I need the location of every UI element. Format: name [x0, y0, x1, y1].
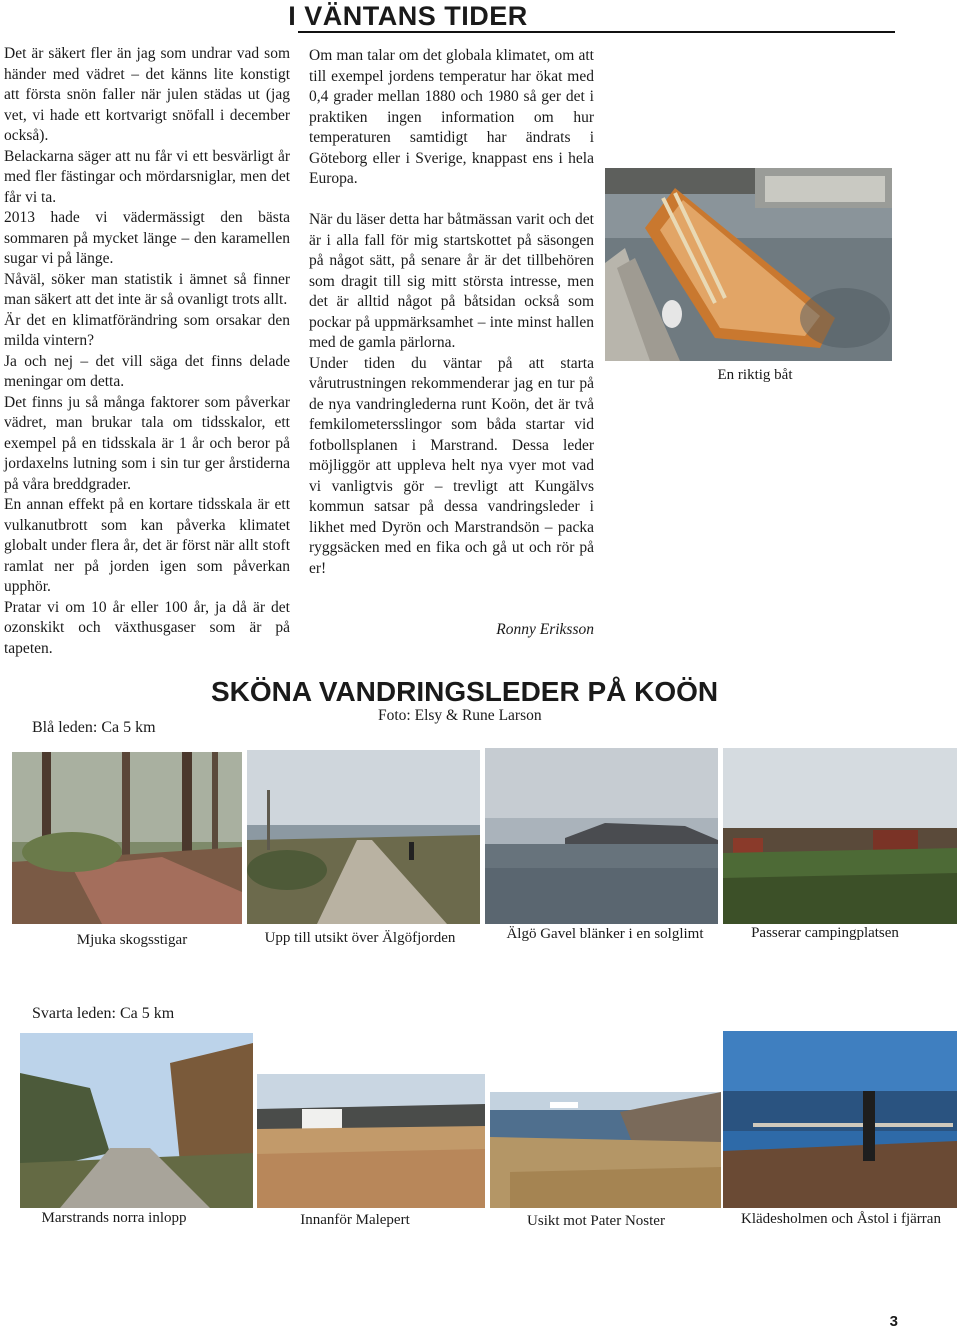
article-middle-column [309, 46, 594, 579]
black-trail-photo-3 [490, 1092, 721, 1208]
black-trail-caption-2: Innanför Malepert [300, 1212, 410, 1228]
paragraph: Ja och nej – det vill säga det finns delade meningar om detta. [4, 352, 290, 390]
title-rule [298, 31, 895, 33]
page-number: 3 [889, 1313, 898, 1330]
section-title: SKÖNA VANDRINGSLEDER PÅ KOÖN [211, 676, 719, 707]
boat-photo [605, 168, 892, 361]
black-trail-caption-4: Klädesholmen och Åstol i fjärran [741, 1211, 941, 1227]
paragraph: En annan effekt på en kortare tidsskala är ett vulkanutbrott som kan påverka klimatet globalt under flera år, det är först när allt stoft ramlat ner på jorden igen som påverkan upphör. [4, 496, 290, 595]
paragraph: Under tiden du väntar på att starta vårutrustningen rekommenderar jag en tur på de nya vandringlederna runt Koön, det är två femkilometersslingor som båda startar vid fotbollsplanen i Marstrand. Dessa leder möjliggör att uppleva helt nya vyer mot vad vi vanligtvis gör – trevligt att Kungälvs kommun satsar på dessa vandringsleder i likhet med Dyrön och Marstrandsön – packa ryggsäcken med en fika och gå ut och rör på er! [309, 354, 594, 577]
author-signature: Ronny Eriksson [496, 621, 594, 638]
blue-trail-caption-4: Passerar campingplatsen [751, 925, 899, 941]
blue-trail-photo-2 [247, 750, 480, 924]
blue-trail-caption-2: Upp till utsikt över Älgöfjorden [264, 930, 456, 946]
blue-trail-caption-3: Älgö Gavel blänker i en solglimt [506, 926, 704, 942]
paragraph: När du läser detta har båtmässan varit och det är i alla fall för mig startskottet på säsongen på något sätt, på senare år är det tillbehören som dragit till sig mitt största intresse, men det är alltid något på båtsidan också som pockar på uppmärksamhet – inte minst hallen med de gamla pärlorna. [309, 211, 594, 351]
page-title: I VÄNTANS TIDER [288, 1, 528, 31]
paragraph: 2013 hade vi vädermässigt den bästa sommaren på mycket länge – den karamellen sugar vi på länge. [4, 209, 290, 267]
paragraph: Om man talar om det globala klimatet, om att till exempel jordens temperatur har ökat med 0,4 grader mellan 1880 och 1980 så ger det i praktiken ingen information om hur temperaturen samtidigt har ändrats i Göteborg eller i Sverige, knappast ens i hela Europa. [309, 47, 594, 187]
black-trail-caption-3: Usikt mot Pater Noster [527, 1213, 665, 1229]
paragraph: Det är säkert fler än jag som undrar vad som händer med vädret – det känns lite konstigt att första snön faller när julen städas ut (jag vet, vi hade ett kortvarigt snöfall i december också). [4, 45, 290, 144]
paragraph: Nåväl, söker man statistik i ämnet så finner man säkert att det inte är så ovanligt trots allt. [4, 270, 290, 308]
blue-trail-photo-4 [723, 748, 957, 924]
blue-trail-caption-1: Mjuka skogsstigar [76, 932, 188, 948]
photo-credit: Foto: Elsy & Rune Larson [378, 707, 542, 724]
black-trail-photo-2 [257, 1074, 485, 1208]
paragraph-gap [309, 190, 594, 211]
black-trail-photo-1 [20, 1033, 253, 1208]
blue-trail-photo-3 [485, 748, 718, 924]
blue-trail-photo-1 [12, 752, 242, 924]
black-trail-photo-4 [723, 1031, 957, 1208]
blue-trail-label: Blå leden: Ca 5 km [32, 719, 156, 736]
black-trail-caption-1: Marstrands norra inlopp [41, 1210, 187, 1226]
black-trail-label: Svarta leden: Ca 5 km [32, 1005, 175, 1022]
paragraph: Är det en klimatförändring som orsakar den milda vintern? [4, 311, 290, 349]
paragraph: Pratar vi om 10 år eller 100 år, ja då är det ozonskikt och växthusgaser som är på tapeten. [4, 598, 290, 657]
paragraph: Belackarna säger att nu får vi ett besvärligt år med fler fästingar och mördarsniglar, men det får vi ta. [4, 147, 290, 206]
article-left-column [4, 44, 290, 659]
paragraph: Det finns ju så många faktorer som påverkar vädret, man brukar tala om tidsskalor, ett exempel på en tidsskala är 1 år och beror på jordaxelns lutning som i sin tur ger årstiderna på våra breddgrader. [4, 393, 290, 493]
boat-caption: En riktig båt [717, 367, 793, 383]
